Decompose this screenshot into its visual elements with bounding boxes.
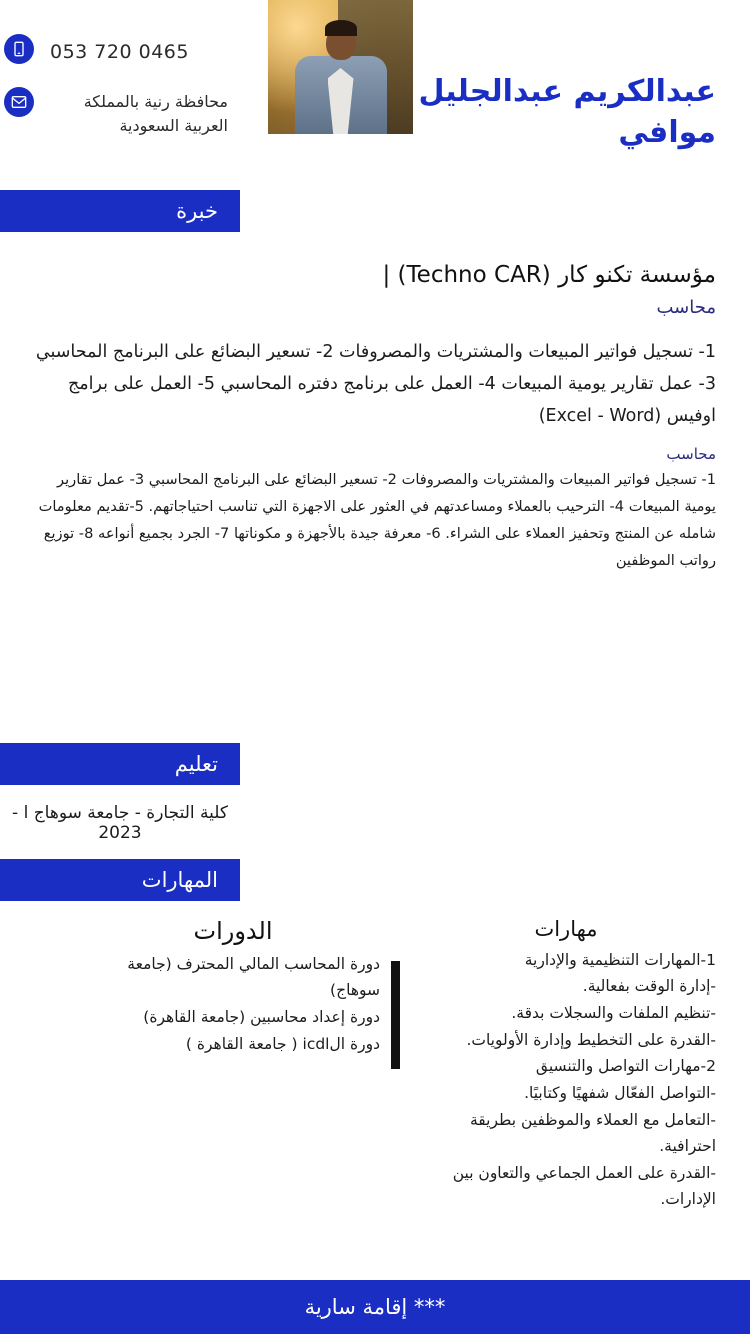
skill-item: -إدارة الوقت بفعالية. xyxy=(582,977,716,996)
address-text: محافظة رنية بالمملكة العربية السعودية xyxy=(83,91,228,135)
page-title xyxy=(356,72,716,153)
skill-item: -التواصل الفعّال شفهيًا وكتابيًا. xyxy=(524,1083,716,1102)
section-title-education: تعليم xyxy=(0,743,240,785)
skill-item: -القدرة على العمل الجماعي والتعاون بين الإدارات. xyxy=(452,1163,716,1209)
experience-description: 1- تسجيل فواتير المبيعات والمشتريات والمصروفات 2- تسعير البضائع على البرنامج المحاسبي 3- عمل تقارير يومية المبيعات 4- العمل على برنامج دفتره المحاسبي 5- العمل على برامج اوفيس (Excel - Word) xyxy=(35,341,716,427)
phone-icon xyxy=(4,34,34,64)
skills-column xyxy=(416,917,716,1214)
footer-text: *** إقامة سارية xyxy=(304,1295,446,1319)
experience-description-secondary: 1- تسجيل فواتير المبيعات والمشتريات والمصروفات 2- تسعير البضائع على البرنامج المحاسبي 3- عمل تقارير يومية المبيعات 4- الترحيب بالعملاء ومساعدتهم في العثور على الاجهزة التي تناسب احتياجاتهم. 5-تقديم معلومات شامله عن المنتج وتحفيز العملاء على الشراء. 6- معرفة جيدة بالأجهزة و مكوناتها 7- الجرد بجميع أنواعه 8- توزيع رواتب الموظفين xyxy=(38,470,716,569)
experience-company: مؤسسة تكنو كار (Techno CAR) | xyxy=(382,262,716,288)
candidate-name: عبدالكريم عبدالجليل موافي xyxy=(418,74,716,150)
education-entry: كلية التجارة - جامعة سوهاج ا - 2023 xyxy=(12,802,228,843)
skill-item: 1-المهارات التنظيمية والإدارية xyxy=(524,950,716,969)
experience-section-header xyxy=(0,190,750,232)
skill-item: -تنظيم الملفات والسجلات بدقة. xyxy=(511,1003,716,1022)
contact-list xyxy=(0,34,250,158)
skills-section-header xyxy=(0,859,750,901)
skill-item: 2-مهارات التواصل والتنسيق xyxy=(535,1057,716,1076)
course-item: دورة الicdl ( جامعة القاهرة ) xyxy=(185,1034,380,1053)
education-section-header xyxy=(0,743,750,785)
courses-divider xyxy=(391,961,400,1069)
resume-header xyxy=(0,0,750,190)
courses-subtitle: الدورات xyxy=(193,916,273,945)
photo-person-hair xyxy=(325,20,357,36)
skill-item: -القدرة على التخطيط وإدارة الأولويات. xyxy=(466,1030,716,1049)
skills-subtitle: مهارات xyxy=(534,916,598,941)
experience-role-secondary: محاسب xyxy=(666,444,716,463)
phone-number: 053 720 0465 xyxy=(50,41,189,63)
contact-item-address xyxy=(0,87,250,138)
mail-icon xyxy=(4,87,34,117)
experience-role: محاسب xyxy=(656,296,716,318)
section-title-experience: خبرة xyxy=(0,190,240,232)
status-badge xyxy=(0,1280,750,1334)
skill-item: -التعامل مع العملاء والموظفين بطريقة احترافية. xyxy=(470,1110,716,1156)
course-item: دورة إعداد محاسبين (جامعة القاهرة) xyxy=(143,1007,380,1026)
course-item: دورة المحاسب المالي المحترف (جامعة سوهاج) xyxy=(127,954,380,1000)
courses-column xyxy=(86,917,416,1214)
section-title-skills: المهارات xyxy=(0,859,240,901)
experience-section xyxy=(0,232,750,575)
contact-item-phone xyxy=(0,34,250,67)
skills-and-courses xyxy=(0,901,750,1214)
